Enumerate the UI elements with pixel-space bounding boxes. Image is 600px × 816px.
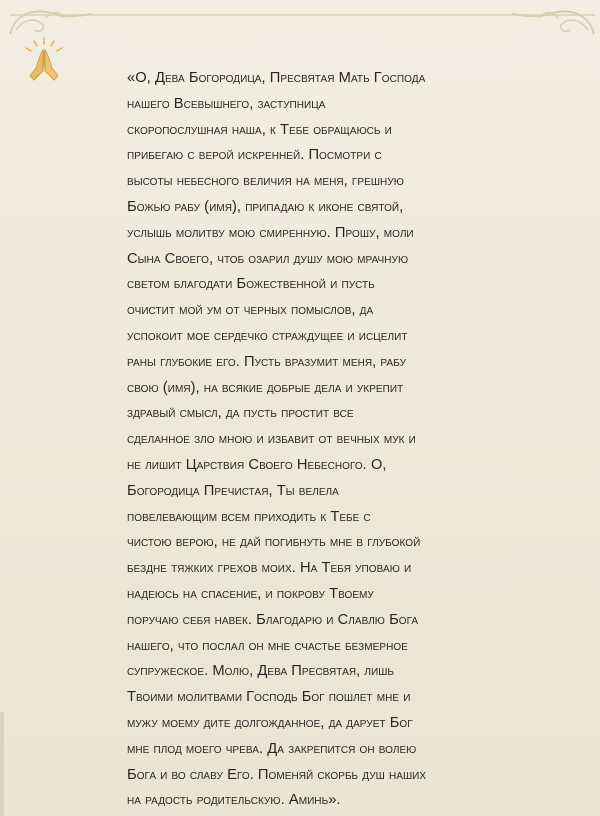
prayer-text: «О, Дева Богородица, Пресвятая Мать Господа нашего Всевышнего, заступница скоропослушная наша, к Тебе обращаюсь и прибегаю с верой искренней. Посмотри с высоты небесного величия на меня, грешную Божью рабу (имя), припадаю к иконе святой, услышь молитву мою смиренную. Прошу, моли Сына Своего, чтоб озарил душу мою мрачную светом благодати Божественной и пусть очистит мой ум от черных помыслов, да успокоит мое сердечко страждущее и исцелит раны глубокие его. Пусть вразумит меня, рабу свою (имя), на всякие добрые дела и укрепит здравый смысл, да пусть простит все сделанное зло мною и избавит от вечных мук и не лишит Царствия Своего Небесного. О, Богородица Пречистая, Ты велела повелевающим всем приходить к Тебе с чистою верою, не дай погибнуть мне в глубокой бездне тяжких грехов моих. На Тебя уповаю и надеюсь на спасение, и покрову Твоему поручаю себя навек. Благодарю и Славлю Бога нашего, что послал он мне счастье безмерное супружеское. Молю, Дева Пресвятая, лишь Твоими молитвами Господь Бог пошлет мне и мужу моему дите долгожданное, да дарует Бог мне плод моего чрева. Да закрепится он волею Бога и во славу Его. Поменяй скорбь душ наших на радость родительскую. Аминь». (127, 70, 427, 809)
ornament-corner-right-icon (508, 4, 598, 44)
scroll-edge (0, 712, 4, 816)
praying-hands-icon (20, 36, 68, 86)
